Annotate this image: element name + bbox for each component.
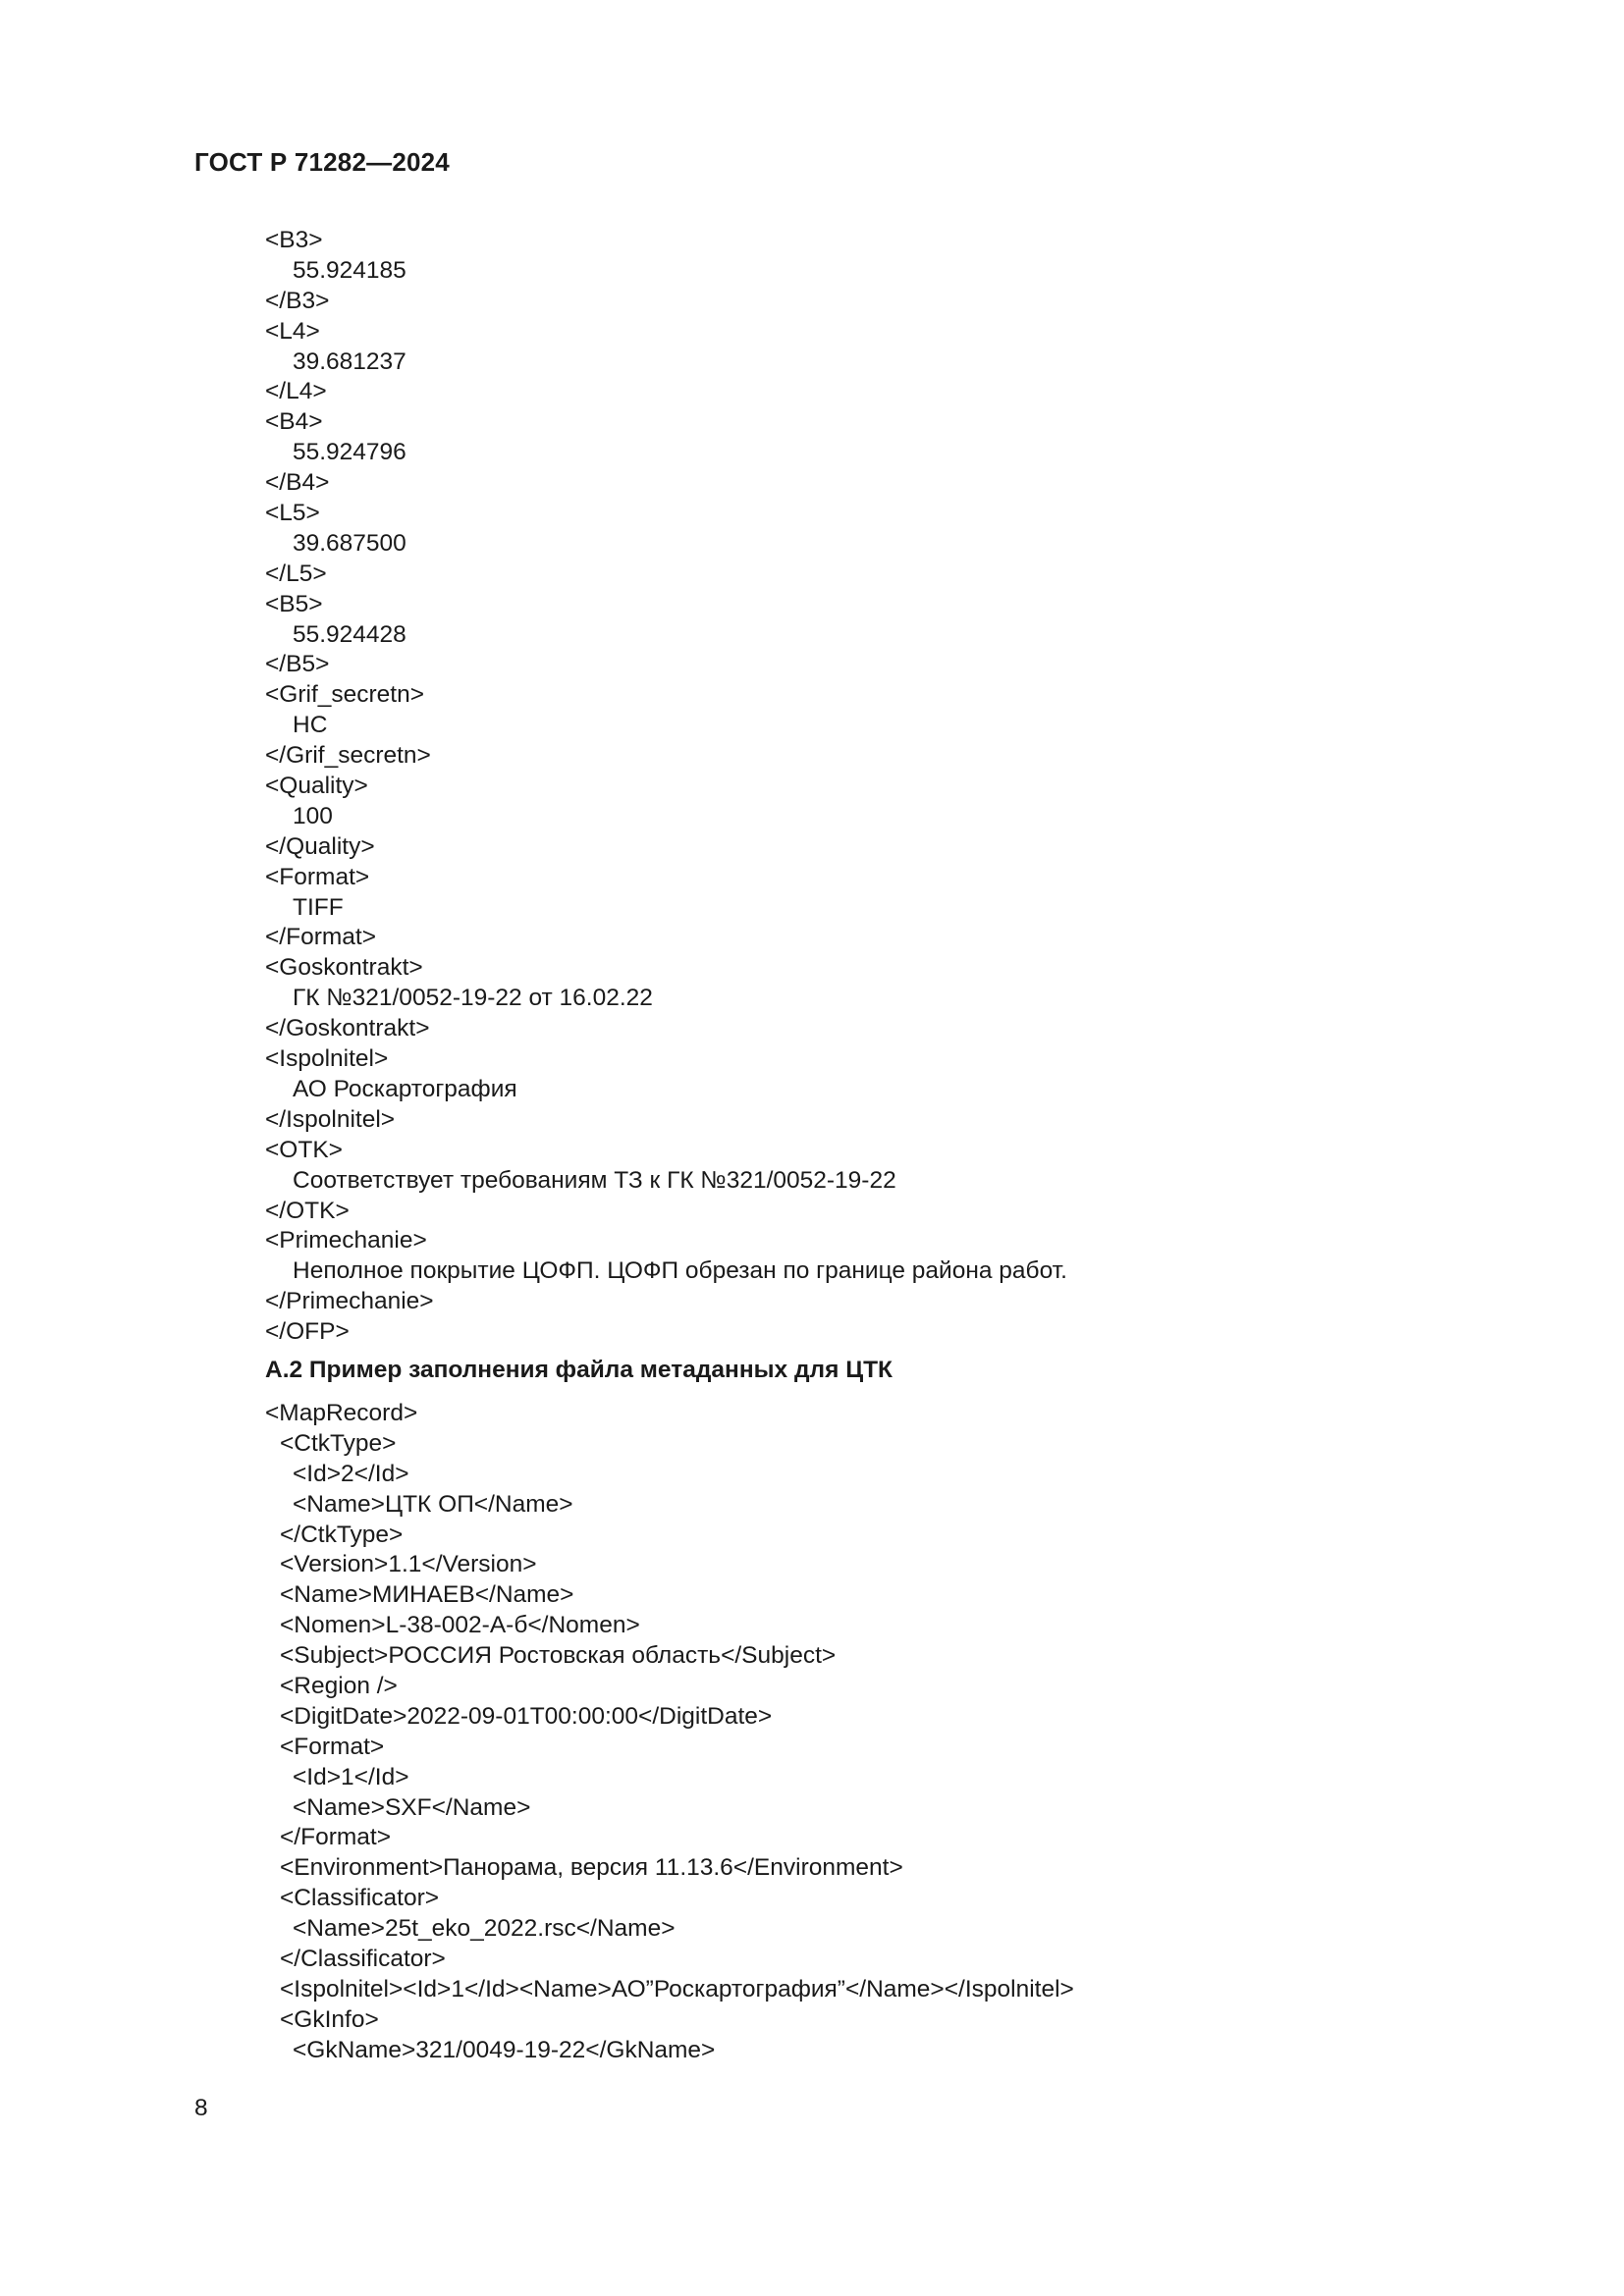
code-line: <Quality>	[265, 773, 368, 800]
code-line: <Version>1.1</Version>	[280, 1551, 537, 1578]
code-line: </Goskontrakt>	[265, 1015, 430, 1042]
code-line: </OFP>	[265, 1318, 350, 1346]
code-line: <Name>МИНАЕВ</Name>	[280, 1581, 574, 1609]
code-line: </Format>	[265, 924, 377, 951]
code-line: </B3>	[265, 287, 330, 314]
code-line: </B5>	[265, 651, 330, 678]
code-line: <Name>SXF</Name>	[293, 1793, 531, 1821]
code-line: </L4>	[265, 378, 327, 405]
code-line: <Region />	[280, 1673, 398, 1700]
code-line: <Classificator>	[280, 1885, 440, 1912]
code-line: <Format>	[280, 1733, 385, 1760]
code-line: ГК №321/0052-19-22 от 16.02.22	[293, 985, 653, 1012]
code-line: 55.924185	[293, 256, 406, 284]
code-line: <Goskontrakt>	[265, 954, 423, 982]
code-line: <B4>	[265, 408, 323, 436]
code-line: </L5>	[265, 560, 327, 587]
code-line: <Ispolnitel><Id>1</Id><Name>АО”Роскартография”</Name></Ispolnitel>	[280, 1975, 1074, 2002]
code-line: АО Роскартография	[293, 1075, 517, 1102]
xml-code-block-maprecord	[265, 1399, 1074, 2066]
code-line: </CtkType>	[280, 1521, 404, 1548]
code-line: <Name>ЦТК ОП</Name>	[293, 1490, 573, 1518]
code-line: </Format>	[280, 1824, 392, 1851]
code-line: <Grif_secretn>	[265, 681, 425, 709]
code-line: <Format>	[265, 863, 370, 890]
code-line: <MapRecord>	[265, 1400, 418, 1426]
code-line: </Grif_secretn>	[265, 742, 431, 770]
code-line: <B3>	[265, 227, 323, 253]
xml-code-block-ofp	[265, 226, 1067, 1348]
code-line: <Environment>Панорама, версия 11.13.6</Environment>	[280, 1854, 903, 1882]
code-line: </Classificator>	[280, 1946, 446, 1973]
code-line: <DigitDate>2022-09-01T00:00:00</DigitDate>	[280, 1702, 773, 1730]
code-line: <Id>2</Id>	[293, 1460, 409, 1487]
code-line: <CtkType>	[280, 1429, 397, 1457]
code-line: 39.687500	[293, 529, 406, 557]
code-line: </B4>	[265, 469, 330, 497]
code-line: TIFF	[293, 893, 344, 921]
code-line: Соответствует требованиям ТЗ к ГК №321/0052-19-22	[293, 1166, 896, 1194]
code-line: 55.924796	[293, 439, 406, 466]
page-number: 8	[194, 2095, 208, 2121]
code-line: </Ispolnitel>	[265, 1105, 396, 1133]
code-line: </Primechanie>	[265, 1288, 434, 1315]
code-line: <GkInfo>	[280, 2005, 379, 2033]
code-line: 55.924428	[293, 620, 406, 648]
code-line: <Name>25t_eko_2022.rsc</Name>	[293, 1915, 676, 1943]
code-line: </OTK>	[265, 1197, 350, 1224]
code-line: <L4>	[265, 317, 320, 345]
section-title-a2: А.2 Пример заполнения файла метаданных для ЦТК	[265, 1357, 893, 1383]
code-line: 39.681237	[293, 347, 406, 375]
code-line: НС	[293, 712, 328, 739]
code-line: <B5>	[265, 590, 323, 617]
code-line: <Nomen>L-38-002-А-б</Nomen>	[280, 1612, 640, 1639]
code-line: <GkName>321/0049-19-22</GkName>	[293, 2036, 716, 2063]
code-line: 100	[293, 802, 333, 829]
document-header: ГОСТ Р 71282—2024	[194, 147, 450, 177]
code-line: Неполное покрытие ЦОФП. ЦОФП обрезан по границе района работ.	[293, 1257, 1067, 1285]
code-line: <Ispolnitel>	[265, 1045, 389, 1073]
code-line: <L5>	[265, 500, 320, 527]
code-line: <Primechanie>	[265, 1227, 427, 1255]
code-line: </Quality>	[265, 832, 375, 860]
code-line: <OTK>	[265, 1136, 343, 1163]
code-line: <Subject>РОССИЯ Ростовская область</Subject>	[280, 1642, 837, 1670]
code-line: <Id>1</Id>	[293, 1763, 409, 1790]
